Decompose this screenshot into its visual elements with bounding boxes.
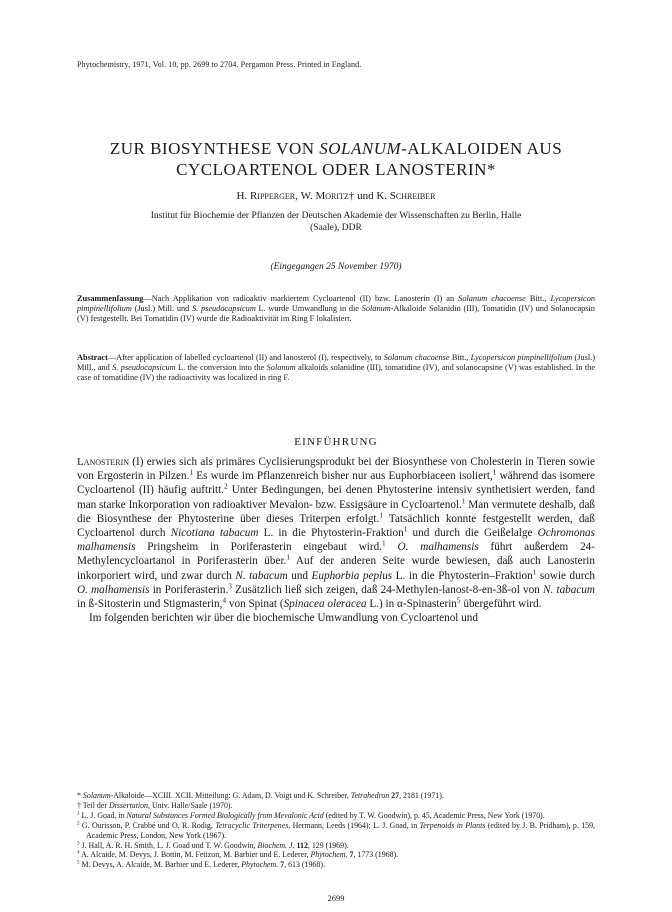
section-heading-einfuehrung: EINFÜHRUNG <box>294 436 378 448</box>
footnote-star: * Solanum-Alkaloide—XCIII. XCII. Mitteilung: G. Adam, D. Voigt und K. Schreiber, Tetrahedron 27, 2181 (1971). <box>77 791 444 800</box>
footnote-ref-3: $^3$ J. Hall, A. R. H. Smith, L. J. Goad und T. W. Goodwin, Biochem. J. 112, 129 (1969). <box>77 839 349 850</box>
article-title <box>60 138 612 180</box>
zusammenfassung-label: Zusammenfassung <box>77 294 144 303</box>
author-list: H. Ripperger, W. Moritz† und K. Schreiber <box>236 190 436 202</box>
ref-mark: 1 <box>403 525 408 534</box>
footnote-ref-1: $^1$ L. J. Goad, in Natural Substances Formed Biologically from Mevalonic Acid (edited by T. W. Goodwin), p. 45, Academic Press, New York (1970). <box>77 810 545 820</box>
ref-mark: 1 <box>189 468 194 477</box>
footnote-dagger: † Teil der Dissertation, Univ. Halle/Saale (1970). <box>77 800 233 810</box>
footnote-ref-2: $^2$ G. Ourisson, P. Crabbé und O. R. Rodig, Tetracyclic Triterpenes, Hermann, Leeds (1964); L. J. Goad, in Terpenoids in Plants (edited by J. B. Pridham), p. 159, Academic Press, London, New York (1967). <box>77 820 596 840</box>
ref-mark: 1 <box>286 553 291 562</box>
ref-mark: 5 <box>456 596 461 605</box>
zusammenfassung: Zusammenfassung—Nach Applikation von radioaktiv markiertem Cycloartenol (II) bzw. Lanosterin (I) an Solanum chacoense Bitt., Lycopersicon pimpinellifolium (Jusl.) Mill. und S. pseudocapsicum L. wurde Umwandlung in die Solanum-Alkaloide Solanidin (III), Tomatidin (IV) und Solanocapsin (V) festgestellt. Bei Tomatidin (IV) wurde die Radioaktivität im Ring F lokalisiert. <box>77 294 596 324</box>
ref-mark: 4 <box>222 596 227 605</box>
journal-citation-header: Phytochemistry, 1971, Vol. 10, pp. 2699 to 2704. Pergamon Press. Printed in England. <box>77 60 362 69</box>
intro-paragraph-1: Lanosterin (I) erwies sich als primäres Cyclisierungsprodukt bei der Biosynthese von Cholesterin in Tieren sowie von Ergosterin in Pilzen.$^1$ Es wurde im Pflanzenreich bisher nur aus Euphorbiaceen isoliert,$^1$ während das isomere Cycloartenol (II) häufig auftritt.$^2$ Unter Bedingungen, bei denen Phytosterine intensiv synthetisiert werden, fand man starke Inkorporation von radioaktiver Mevalon- bzw. Essigsäure in Cycloartenol.$^1$ Man vermutete deshalb, daß die Biosynthese der Phytosterine über dieses Triterpen erfolgt.$^1$ Tatsächlich konnte festgestellt werden, daß Cycloartenol durch Nicotiana tabacum L. in die Phytosterin-Fraktion$^1$ und durch die Geißelalge Ochromonas malhamensis Pringsheim in Poriferasterin eingebaut wird.$^1$ O. malhamensis führt außerdem 24-Methylencycloartanol in Poriferasterin über.$^1$ Auf der anderen Seite wurde bewiesen, daß auch Lanosterin inkorporiert wird, und zwar durch N. tabacum und Euphorbia peplus L. in die Phytosterin–Fraktion$^1$ sowie durch O. malhamensis in Poriferasterin.$^3$ Zusätzlich ließ sich zeigen, daß 24-Methylen-lanost-8-en-3ß-ol von N. tabacum in ß-Sitosterin und Stigmasterin,$^4$ von Spinat (Spinacea oleracea L.) in α-Spinasterin$^5$ übergeführt wird. <box>77 456 596 611</box>
introduction-body <box>77 455 595 625</box>
author-3: K. Schreiber <box>376 190 436 202</box>
title-line-1: ZUR BIOSYNTHESE VON SOLANUM-ALKALOIDEN AUS <box>109 139 563 158</box>
affiliation: Institut für Biochemie der Pflanzen der Deutschen Akademie der Wissenschaften zu Berlin, Halle (Saale), DDR <box>150 211 522 233</box>
page-number: 2699 <box>327 893 345 903</box>
abstract-label: Abstract <box>77 353 108 362</box>
ref-mark: 1 <box>492 468 497 477</box>
ref-mark: 1 <box>532 567 537 576</box>
author-1: H. Ripperger <box>236 190 296 202</box>
author-2: W. Moritz <box>300 190 349 202</box>
ref-mark: 1 <box>461 496 466 505</box>
dagger-mark: † <box>348 190 355 202</box>
ref-mark: 3 <box>228 582 232 591</box>
ref-mark: 1 <box>382 539 386 548</box>
abstract-english: Abstract—After application of labelled cycloartenol (II) and lanosterol (I), respectively, to Solanum chacoense Bitt., Lycopersicon pimpinellifolium (Jusl.) Mill., and S. pseudocapsicum L. the conversion into the Solanum alkaloids solanidine (III), tomatidine (IV), and solanocapsine (V) was established. In the case of tomatidine (IV) the radioactivity was localized in ring F. <box>77 353 595 383</box>
footnote-ref-5: $^5$ M. Devys, A. Alcaide, M. Barbier und E. Lederer, Phytochem. 7, 613 (1968). <box>77 859 325 870</box>
intro-paragraph-2: Im folgenden berichten wir über die biochemische Umwandlung von Cycloartenol und <box>89 612 478 625</box>
title-line-2: CYCLOARTENOL ODER LANOSTERIN* <box>176 160 496 179</box>
received-date: (Eingegangen 25 November 1970) <box>270 262 402 272</box>
ref-mark: 2 <box>223 482 228 491</box>
footnote-ref-4: $^4$ A. Alcaide, M. Devys, J. Bottin, M. Fetizon, M. Barbier und E. Lederer, Phytochem. 7, 1773 (1968). <box>77 849 399 860</box>
footnotes <box>77 791 595 870</box>
ref-mark: 1 <box>379 511 383 520</box>
